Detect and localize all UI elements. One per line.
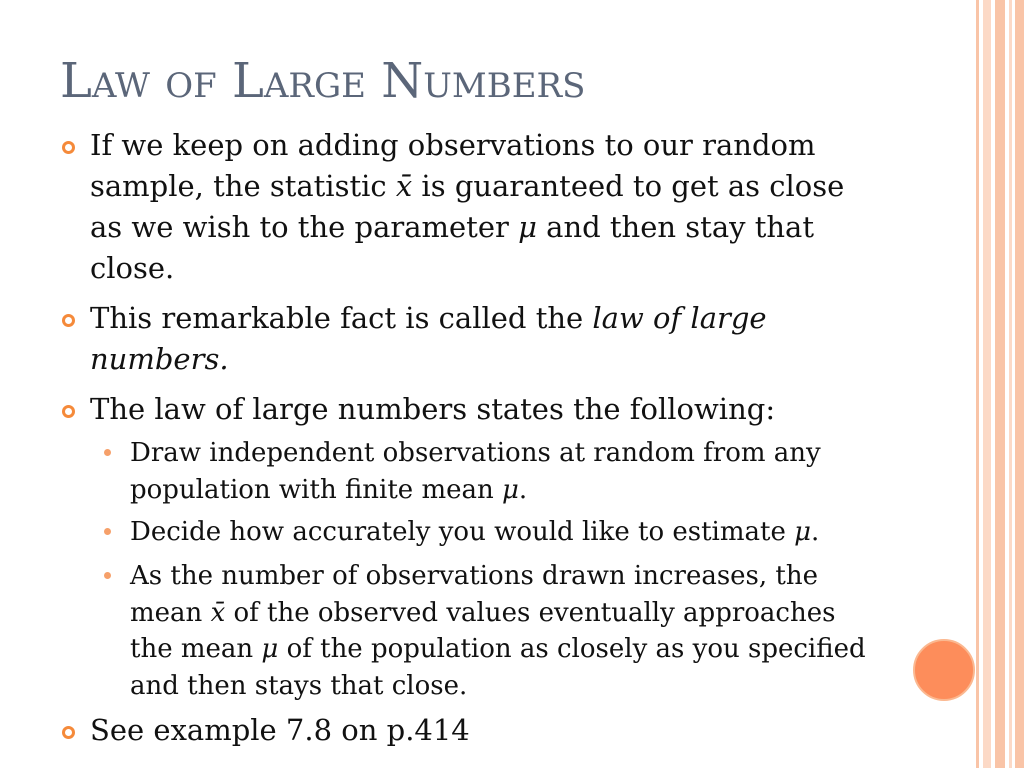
- bullet-text: [90, 389, 912, 430]
- sub-bullet-item: [104, 435, 910, 508]
- text-run: .: [518, 474, 528, 505]
- decorative-circle: [913, 639, 975, 701]
- bullet-item: [62, 125, 912, 289]
- text-run: As the number of observations drawn increases, the mean: [130, 561, 819, 628]
- text-run: .: [811, 517, 820, 547]
- ring-bullet-icon: [62, 726, 75, 739]
- slide-title: Law of Large Numbers: [60, 53, 586, 109]
- bullet-item: [62, 389, 912, 430]
- text-run: If we keep on adding observations to our random sample, the statistic: [90, 128, 816, 203]
- bullet-text: [90, 125, 912, 289]
- sub-bullet-text: [130, 514, 910, 551]
- xbar-symbol: x̄: [210, 597, 226, 628]
- text-run: of the observed values eventually approaches the mean: [130, 597, 836, 664]
- text-run: Draw independent observations at random from any population with finite mean: [130, 438, 821, 505]
- sub-bullet-item: [104, 558, 910, 704]
- text-run: and then stay that close.: [90, 210, 814, 285]
- border-stripe: [1009, 0, 1012, 768]
- sub-bullet-text: [130, 435, 910, 508]
- border-stripe: [983, 0, 991, 768]
- text-run: Decide how accurately you would like to estimate: [130, 517, 795, 547]
- dot-bullet-icon: [104, 449, 111, 456]
- border-stripe: [976, 0, 979, 768]
- italic-term: law of large numbers.: [90, 301, 767, 376]
- ring-bullet-icon: [62, 405, 75, 418]
- text-run: of the population as closely as you specified and then stays that close.: [130, 634, 866, 701]
- xbar-symbol: x̄: [395, 169, 413, 203]
- border-stripe: [1015, 0, 1024, 768]
- ring-bullet-icon: [62, 314, 75, 327]
- border-stripe: [995, 0, 1005, 768]
- sub-bullet-item: [104, 514, 910, 551]
- text-run: See example 7.8 on p.414: [90, 713, 470, 747]
- bullet-item: [62, 298, 912, 380]
- text-run: This remarkable fact is called the: [90, 301, 593, 335]
- bullet-item: [62, 710, 912, 751]
- mu-symbol: μ: [502, 474, 519, 505]
- sub-bullet-text: [130, 558, 910, 704]
- ring-bullet-icon: [62, 141, 75, 154]
- bullet-text: [90, 710, 912, 751]
- mu-symbol: μ: [794, 517, 812, 547]
- text-run: The law of large numbers states the following:: [90, 392, 776, 426]
- text-run: is guaranteed to get as close as we wish to the parameter: [90, 169, 845, 244]
- dot-bullet-icon: [104, 572, 111, 579]
- bullet-text: [90, 298, 912, 380]
- dot-bullet-icon: [104, 528, 111, 535]
- mu-symbol: μ: [518, 210, 537, 244]
- mu-symbol: μ: [261, 634, 279, 664]
